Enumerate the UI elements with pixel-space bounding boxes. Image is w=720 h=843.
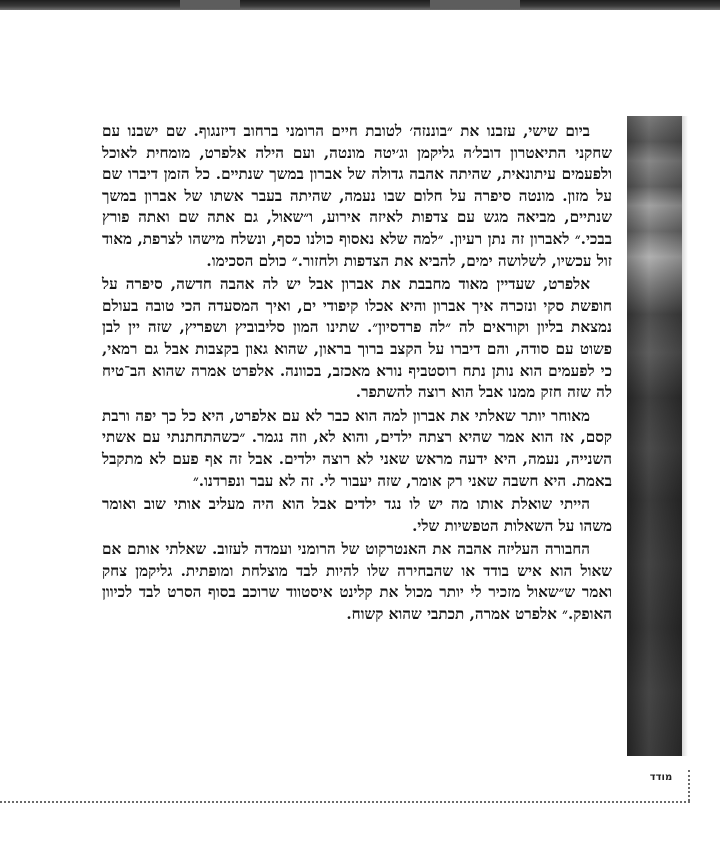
article-body [102,121,612,761]
photo-credit: מודד [649,772,673,783]
photo-strip-edge [682,116,688,756]
scan-border-highlight [180,0,240,8]
dotted-cut-line-vertical [688,770,690,801]
photo-strip-image [627,116,682,756]
scan-top-border [0,0,720,10]
article-paragraph: מאוחר יותר שאלתי את אברון למה הוא כבר לא עם אלפרט, היא כל כך יפה ורבת קסם, אז הוא אמר שהיא רצתה ילדים, והוא לא, וזה נגמר. ״כשהתחתנתי עם אשתי השנייה, נעמה, היא ידעה מראש שאני לא רוצה ילדים. אבל זה אף פעם לא מתקבל באמת. היא חשבה שאני רק אומר, שזה יעבור לי. זה לא עבר ונפרדנו.״ [102,406,612,490]
dotted-cut-line [0,801,690,803]
article-paragraph: ביום שישי, עזבנו את ״בוננזה׳ לטובת חיים הרומני ברחוב דיזנגוף. שם ישבנו עם שחקני התיאטרון דובל׳ה גליקמן וג׳יטה מונטה, ועם הילה אלפרט, מומחית לאוכל ולפעמים עיתונאית, שהיתה אהבה גדולה של אברון במשך שנתיים. כל הזמן דיברו שם על מזון. מונטה סיפרה על חלום שבו נעמה, שהיתה בעבר אשתו של אברון במשך שנתיים, מביאה מגש עם צדפות לאיזה אירוע, ו״שאול, גם אתה שם ואתה פורץ בבכי.״ לאברון זה נתן רעיון. ״למה שלא נאסוף כולנו כסף, ונשלח מישהו לצרפת, מאוד זול עכשיו, לשלושה ימים, להביא את הצדפות ולחזור.״ כולם הסכימו. [102,122,612,270]
article-paragraph: אלפרט, שעדיין מאוד מחבבת את אברון אבל יש לה אהבה חדשה, סיפרה על חופשת סקי ונזכרה איך אברון והיא אכלו קיפודי ים, ואיך המסעדה הכי טובה בעולם נמצאת בליון וקוראים לה ״לה פרדסיון״. שתינו המון סליבוביץ ושפריץ, שזה יין לבן פשוט עם סודה, והם דיברו על הקצב ברוך בראון, שהוא גאון בקצבות אבל גם רמאי, כי לפעמים הוא נותן נתח רוסטביף נורא מאכזב, בכוונה. אלפרט אמרה שהוא הב־טיח לה שזה חזק ממנו אבל הוא רוצה להשתפר. [102,275,612,402]
article-paragraph: הייתי שואלת אותו מה יש לו נגד ילדים אבל הוא היה מעליב אותי שוב ואומר משהו על השאלות הטפשיות שלי. [102,495,612,535]
scan-border-highlight [430,0,520,8]
article-paragraph: החבורה העליזה אהבה את האנטרקוט של הרומני ועמדה לעזוב. שאלתי אותם אם שאול הוא איש בודד או שהבחירה שלו להיות לבד מוצלחת ומופתית. גליקמן צחק ואמר ש״שאול מזכיר לי יותר מכול את קלינט איסטווד שרוכב בסוף הסרט לבד לכיוון האופק.״ אלפרט אמרה, תכתבי שהוא קשוח. [102,540,612,624]
